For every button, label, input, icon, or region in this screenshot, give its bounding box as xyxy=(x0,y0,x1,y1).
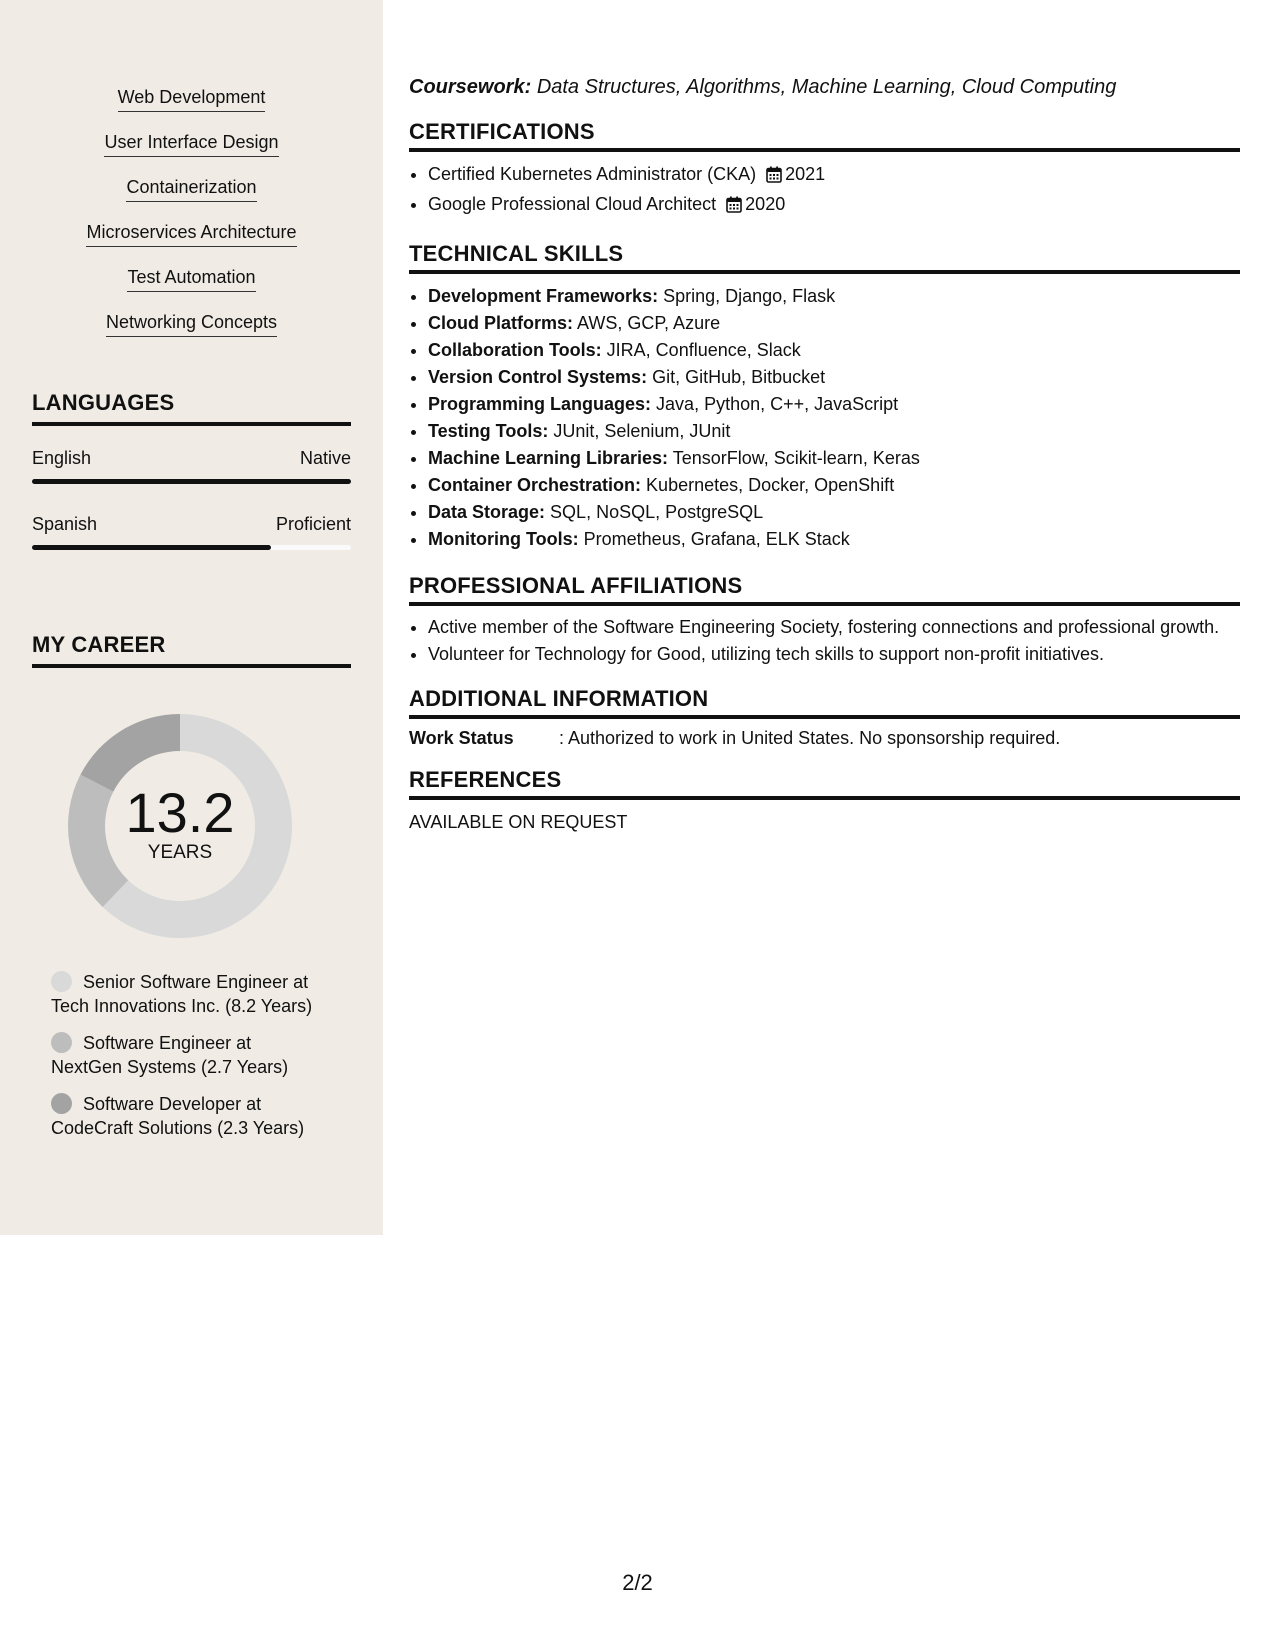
skill-values: SQL, NoSQL, PostgreSQL xyxy=(550,502,764,522)
language-bar xyxy=(32,479,351,484)
skill-values: TensorFlow, Scikit-learn, Keras xyxy=(672,448,920,468)
technical-skill-item xyxy=(428,472,1240,499)
career-total-value: 13.2 xyxy=(125,781,235,844)
language-bar xyxy=(32,545,351,550)
skill-category: Testing Tools: xyxy=(428,421,549,441)
coursework xyxy=(409,76,1240,99)
technical-skill-item xyxy=(428,526,1240,553)
certification-year: 2021 xyxy=(785,164,826,184)
technical-skill-item xyxy=(428,310,1240,337)
sidebar xyxy=(0,0,383,1235)
calendar-icon xyxy=(726,194,742,221)
affiliations-heading: PROFESSIONAL AFFILIATIONS xyxy=(409,573,1240,606)
skill-category: Monitoring Tools: xyxy=(428,529,579,549)
skill-values: Git, GitHub, Bitbucket xyxy=(652,367,826,387)
certifications-list xyxy=(409,161,1240,221)
certification-year-wrap xyxy=(766,164,825,184)
language-name: Spanish xyxy=(32,514,98,534)
career-item xyxy=(51,1092,371,1140)
skill-tag: Web Development xyxy=(118,86,266,112)
technical-skills-heading: TECHNICAL SKILLS xyxy=(409,241,1240,274)
legend-dot-icon xyxy=(51,971,72,992)
coursework-value: Data Structures, Algorithms, Machine Learning, Cloud Computing xyxy=(536,76,1117,98)
skill-tag: User Interface Design xyxy=(104,131,278,157)
career-company: Tech Innovations Inc. (8.2 Years) xyxy=(51,996,313,1016)
languages-heading: LANGUAGES xyxy=(32,390,351,426)
calendar-icon xyxy=(766,164,782,191)
technical-skill-item xyxy=(428,418,1240,445)
skill-values: Kubernetes, Docker, OpenShift xyxy=(646,475,895,495)
skill-category: Development Frameworks: xyxy=(428,286,659,306)
legend-dot-icon xyxy=(51,1093,72,1114)
work-status-row xyxy=(409,728,1240,749)
skill-values: Prometheus, Grafana, ELK Stack xyxy=(583,529,850,549)
career-legend xyxy=(51,970,371,1153)
work-status-value: : Authorized to work in United States. No sponsorship required. xyxy=(559,728,1061,748)
references-value: AVAILABLE ON REQUEST xyxy=(409,812,628,832)
certification-name: Certified Kubernetes Administrator (CKA) xyxy=(428,164,757,184)
language-bar-fill xyxy=(32,479,351,484)
donut-center xyxy=(64,710,296,942)
certification-year: 2020 xyxy=(745,194,786,214)
skill-tag: Test Automation xyxy=(127,266,255,292)
skill-category: Container Orchestration: xyxy=(428,475,642,495)
skill-tag: Networking Concepts xyxy=(106,311,277,337)
career-title: Software Developer at xyxy=(83,1094,262,1114)
work-status-label: Work Status xyxy=(409,728,514,748)
skill-category: Cloud Platforms: xyxy=(428,313,574,333)
career-donut-chart xyxy=(64,710,296,942)
page-number: 2/2 xyxy=(622,1570,653,1595)
language-level: Proficient xyxy=(275,514,351,534)
technical-skill-item xyxy=(428,445,1240,472)
career-company: NextGen Systems (2.7 Years) xyxy=(51,1057,289,1077)
skill-category: Machine Learning Libraries: xyxy=(428,448,669,468)
references-heading: REFERENCES xyxy=(409,767,1240,800)
career-item xyxy=(51,970,371,1018)
language-row xyxy=(32,448,351,469)
technical-skill-item xyxy=(428,391,1240,418)
skill-values: JIRA, Confluence, Slack xyxy=(606,340,801,360)
career-section xyxy=(32,632,351,668)
language-bar-fill xyxy=(32,545,271,550)
main-content xyxy=(409,76,1240,833)
skill-category: Collaboration Tools: xyxy=(428,340,602,360)
technical-skill-item xyxy=(428,364,1240,391)
technical-skill-item xyxy=(428,337,1240,364)
skill-category: Version Control Systems: xyxy=(428,367,648,387)
career-company: CodeCraft Solutions (2.3 Years) xyxy=(51,1118,305,1138)
skill-values: Spring, Django, Flask xyxy=(663,286,836,306)
coursework-label: Coursework: xyxy=(409,76,532,98)
career-total-unit: YEARS xyxy=(147,842,213,863)
language-row xyxy=(32,514,351,535)
language-level: Native xyxy=(299,448,351,468)
career-item xyxy=(51,1031,371,1079)
affiliation-item: • Volunteer for Technology for Good, utilizing tech skills to support non-profit initiatives. xyxy=(428,642,1240,666)
skill-tag: Microservices Architecture xyxy=(86,221,296,247)
technical-skill-item xyxy=(428,283,1240,310)
certification-year-wrap xyxy=(726,194,785,214)
languages-section xyxy=(32,390,351,550)
legend-dot-icon xyxy=(51,1032,72,1053)
affiliations-list xyxy=(409,615,1240,666)
certification-item xyxy=(428,191,1240,221)
skill-category: Data Storage: xyxy=(428,502,546,522)
language-name: English xyxy=(32,448,92,468)
skill-values: JUnit, Selenium, JUnit xyxy=(553,421,731,441)
additional-info-heading: ADDITIONAL INFORMATION xyxy=(409,686,1240,719)
skill-values: AWS, GCP, Azure xyxy=(577,313,721,333)
certification-item xyxy=(428,161,1240,191)
skill-category: Programming Languages: xyxy=(428,394,652,414)
affiliation-item: • Active member of the Software Engineering Society, fostering connections and professional growth. xyxy=(428,615,1240,639)
career-title: Senior Software Engineer at xyxy=(83,972,309,992)
technical-skills-list xyxy=(409,283,1240,553)
technical-skill-item xyxy=(428,499,1240,526)
skills-list xyxy=(0,0,383,356)
certification-name: Google Professional Cloud Architect xyxy=(428,194,717,214)
skill-tag: Containerization xyxy=(126,176,256,202)
career-heading: MY CAREER xyxy=(32,632,351,668)
certifications-heading: CERTIFICATIONS xyxy=(409,119,1240,152)
career-title: Software Engineer at xyxy=(83,1033,252,1053)
skill-values: Java, Python, C++, JavaScript xyxy=(656,394,899,414)
